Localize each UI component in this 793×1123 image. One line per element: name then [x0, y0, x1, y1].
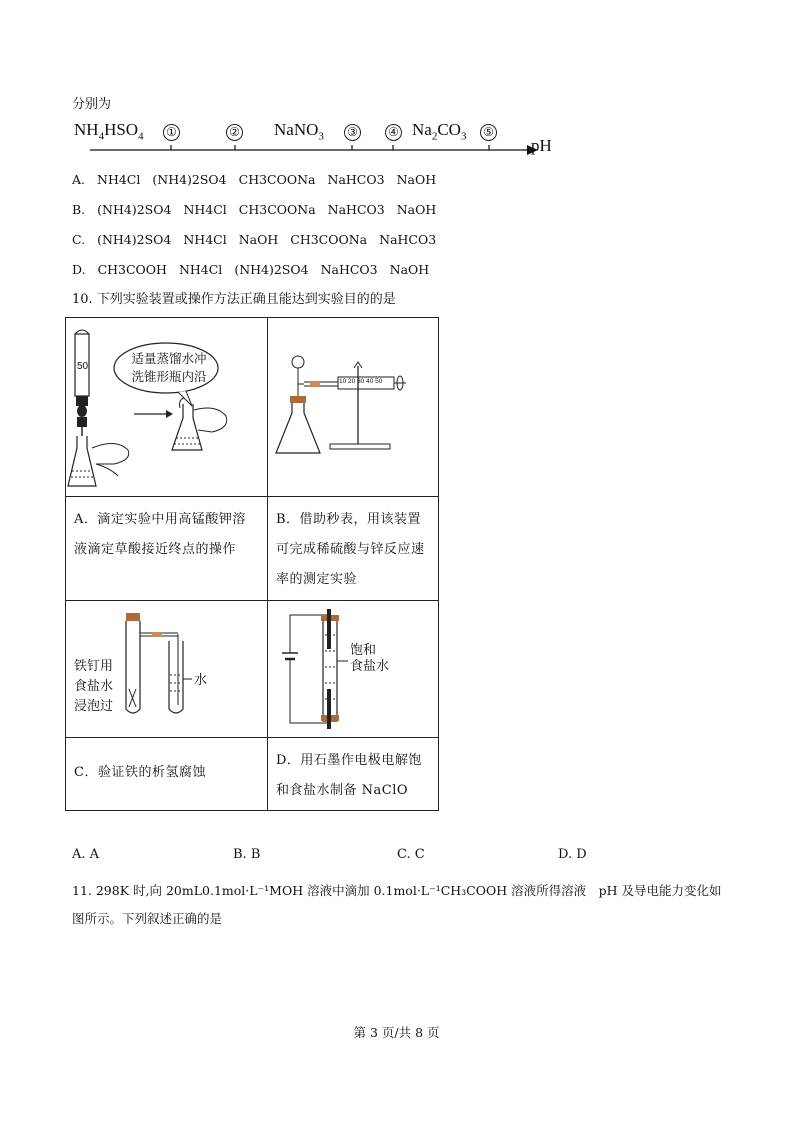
option-b: B. (NH4)2SO4 NH4Cl CH3COONa NaHCO3 NaOH	[72, 202, 437, 217]
scale-circle-4: ④	[385, 121, 402, 141]
cell-a-caption: A．滴定实验中用高锰酸钾溶液滴定草酸接近终点的操作	[66, 497, 268, 601]
option-d: D. CH3COOH NH4Cl (NH4)2SO4 NaHCO3 NaOH	[72, 262, 430, 277]
bubble-text: 适量蒸馏水冲 洗锥形瓶内沿	[131, 351, 207, 384]
c-label: 铁钉用 食盐水 浸泡过	[74, 659, 114, 714]
scale-na2co3: $Na_2CO_3$	[412, 120, 467, 143]
scale-circle-2: ②	[226, 121, 243, 141]
titration-figure	[66, 318, 267, 496]
option-c: C. (NH4)2SO4 NH4Cl NaOH CH3COONa NaHCO3	[72, 232, 437, 247]
cell-b-figure	[268, 318, 439, 497]
q11-stem: 11. 298K 时,向 20mL0.1mol·L⁻¹MOH 溶液中滴加 0.1mol·L⁻¹CH₃COOH 溶液所得溶液 pH 及导电能力变化如 图所示。下列叙述正确的是	[72, 883, 722, 926]
ph-scale	[72, 118, 562, 158]
cell-a-figure	[66, 318, 268, 497]
c-water-label: 水	[194, 673, 208, 688]
intro-text: 分别为	[72, 97, 112, 112]
scale-circle-3: ③	[344, 121, 361, 141]
choice-c: C. C	[397, 847, 425, 862]
scale-nano3: NaNO$_3$	[274, 120, 324, 143]
choice-a: A. A	[72, 847, 100, 862]
cell-d-figure	[268, 601, 439, 738]
cell-d-caption: D．用石墨作电极电解饱和食盐水制备 NaClO	[268, 738, 439, 811]
cell-b-caption: B．借助秒表，用该装置可完成稀硫酸与锌反应速率的测定实验	[268, 497, 439, 601]
ph-label: pH	[531, 136, 552, 155]
page-footer: 第 3 页/共 8 页	[353, 1025, 440, 1040]
d-label: 饱和 食盐水	[350, 643, 390, 674]
choice-d: D. D	[558, 847, 587, 862]
cell-c-caption: C．验证铁的析氢腐蚀	[66, 738, 268, 811]
rate-apparatus-figure	[268, 318, 438, 496]
scale-nh4hso4: $NH_4HSO_4$	[74, 120, 144, 143]
scale-circle-1: ①	[163, 121, 180, 141]
ph-axis	[72, 138, 562, 158]
syringe-scale: 10 20 30 40 50	[339, 378, 383, 385]
cell-c-figure	[66, 601, 268, 738]
q10-stem: 10. 下列实验装置或操作方法正确且能达到实验目的的是	[72, 292, 396, 307]
option-a: A. NH4Cl (NH4)2SO4 CH3COONa NaHCO3 NaOH	[72, 172, 437, 187]
burette-mark: 50	[77, 361, 89, 372]
q10-grid	[65, 317, 439, 811]
choice-b: B. B	[233, 847, 261, 862]
scale-circle-5: ⑤	[480, 121, 497, 141]
